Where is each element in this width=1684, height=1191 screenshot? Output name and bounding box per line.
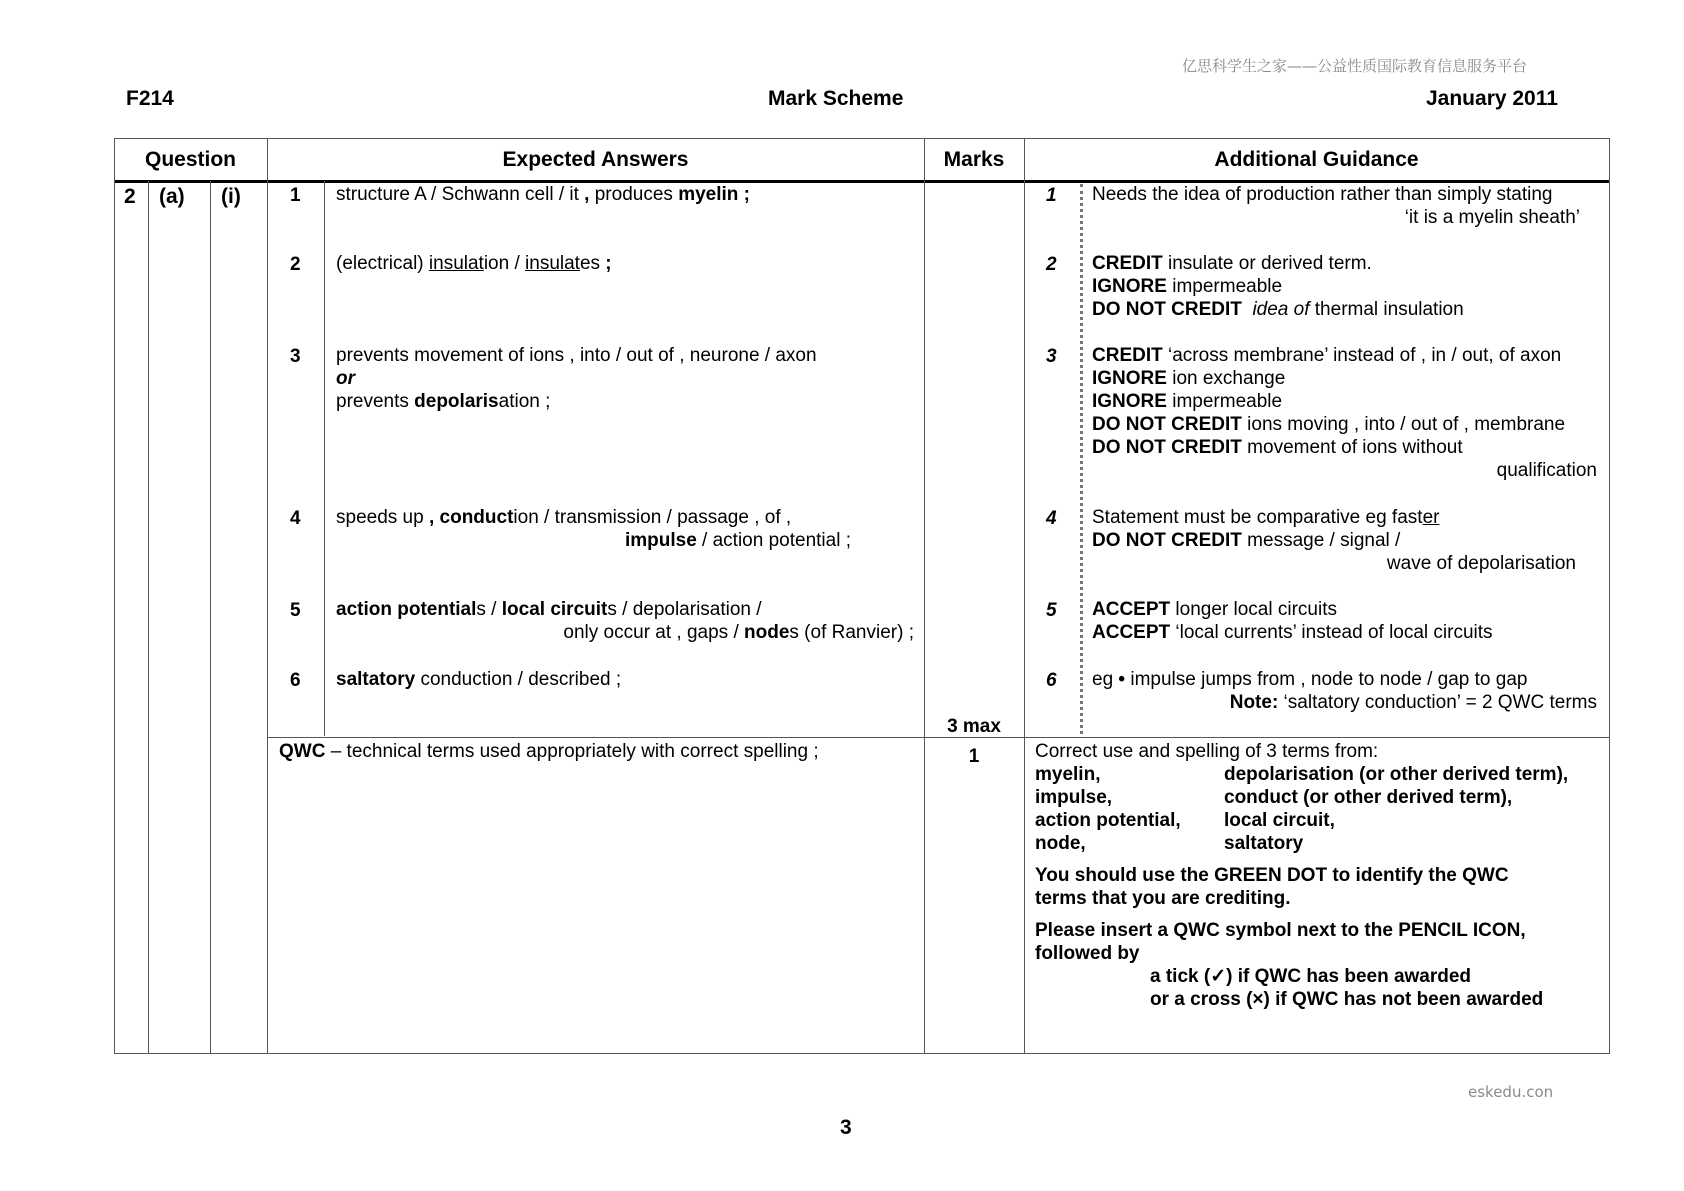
answer-number: 4	[290, 508, 301, 529]
answer-1-text: structure A / Schwann cell / it	[336, 184, 585, 205]
bullet-icon: •	[1118, 669, 1126, 690]
qwc-green-dot-note: You should use the GREEN DOT to identify the QWC terms that you are crediting.	[1035, 865, 1509, 909]
guidance-2: CREDIT insulate or derived term. IGNORE impermeable DO NOT CREDIT idea of thermal insulation	[1092, 253, 1464, 320]
guidance-number: 5	[1046, 600, 1057, 621]
answer-4	[336, 506, 851, 552]
answer-1-mid: produces	[589, 184, 679, 205]
guidance-number: 3	[1046, 346, 1057, 367]
marks-main: 3 max	[947, 716, 1001, 737]
answer-3	[336, 344, 817, 413]
answer-3-line: prevents movement of ions , into / out of , neurone / axon	[336, 345, 817, 366]
answer-2	[336, 252, 612, 275]
answer-5	[336, 598, 914, 644]
guidance-number: 6	[1046, 670, 1057, 691]
qwc-terms: myelin, impulse, action potential, node, depolarisation (or other derived term), conduct (or other derived term), local circuit, saltatory	[1035, 764, 1569, 854]
guidance-number: 4	[1046, 508, 1057, 529]
answer-2-end: ;	[600, 253, 612, 274]
watermark-bottom: eskedu.con	[1468, 1083, 1554, 1101]
col-header-guidance: Additional Guidance	[1214, 148, 1419, 171]
col-header-marks: Marks	[943, 148, 1005, 171]
answer-4-line: speeds up , conduction / transmission / passage , of ,	[336, 507, 792, 528]
col-header-answers: Expected Answers	[502, 148, 689, 171]
question-subpart: (i)	[221, 185, 241, 208]
answer-1-end: ;	[738, 184, 750, 205]
answer-1	[336, 183, 750, 206]
answer-1-comma: ,	[584, 184, 590, 205]
header-code: F214	[126, 87, 174, 110]
guidance-4: Statement must be comparative eg faster DO NOT CREDIT message / signal / wave of depolarisation	[1092, 507, 1576, 574]
answer-2-underlined: insulat	[525, 253, 580, 274]
qwc-answer: QWC – technical terms used appropriately with correct spelling ;	[279, 741, 819, 762]
qwc-guidance	[1035, 740, 1605, 1011]
answer-3-line: prevents depolarisation ;	[336, 391, 551, 412]
answer-3-or: or	[336, 368, 355, 389]
qwc-pencil-note: Please insert a QWC symbol next to the PENCIL ICON, followed by a tick (✓) if QWC has been awarded or a cross (×) if QWC has not been awarded	[1035, 920, 1544, 1010]
answer-4-line: impulse / action potential ;	[624, 530, 851, 551]
guidance-1: Needs the idea of production rather than simply stating ‘it is a myelin sheath’	[1092, 184, 1580, 228]
guidance-3: CREDIT ‘across membrane’ instead of , in / out, of axon IGNORE ion exchange IGNORE impermeable DO NOT CREDIT ions moving , into / out of , membrane DO NOT CREDIT movement of ions without qualification	[1092, 345, 1597, 481]
guidance-number: 1	[1046, 185, 1057, 206]
answer-2-text: es	[579, 253, 601, 274]
header-title: Mark Scheme	[768, 87, 904, 110]
qwc-intro: Correct use and spelling of 3 terms from:	[1035, 741, 1379, 762]
guidance-5: ACCEPT longer local circuits ACCEPT ‘local currents’ instead of local circuits	[1092, 599, 1493, 643]
answer-5-line: action potentials / local circuits / depolarisation /	[336, 599, 762, 620]
guidance-6: eg • impulse jumps from , node to node / gap to gap Note: ‘saltatory conduction’ = 2 QWC terms	[1092, 669, 1597, 713]
answer-number: 3	[290, 346, 301, 367]
col-header-question: Question	[144, 148, 236, 171]
guidance-number: 2	[1046, 254, 1057, 275]
answer-number: 5	[290, 600, 301, 621]
answer-6: saltatory conduction / described ;	[336, 669, 622, 690]
answer-2-text: ion /	[483, 253, 526, 274]
question-number: 2	[124, 185, 136, 208]
answer-number: 6	[290, 670, 301, 691]
answer-5-line: only occur at , gaps / nodes (of Ranvier) ;	[563, 622, 914, 643]
answer-number: 2	[290, 254, 301, 275]
watermark-top: 亿思科学生之家——公益性质国际教育信息服务平台	[1182, 57, 1528, 75]
answer-2-underlined: insulat	[428, 253, 484, 274]
marks-qwc: 1	[968, 746, 980, 767]
answer-2-text: (electrical)	[336, 253, 429, 274]
question-part: (a)	[159, 185, 185, 208]
answer-1-keyword: myelin	[678, 184, 739, 205]
answer-number: 1	[290, 185, 301, 206]
page-number: 3	[840, 1116, 852, 1139]
header-date: January 2011	[1426, 87, 1558, 110]
